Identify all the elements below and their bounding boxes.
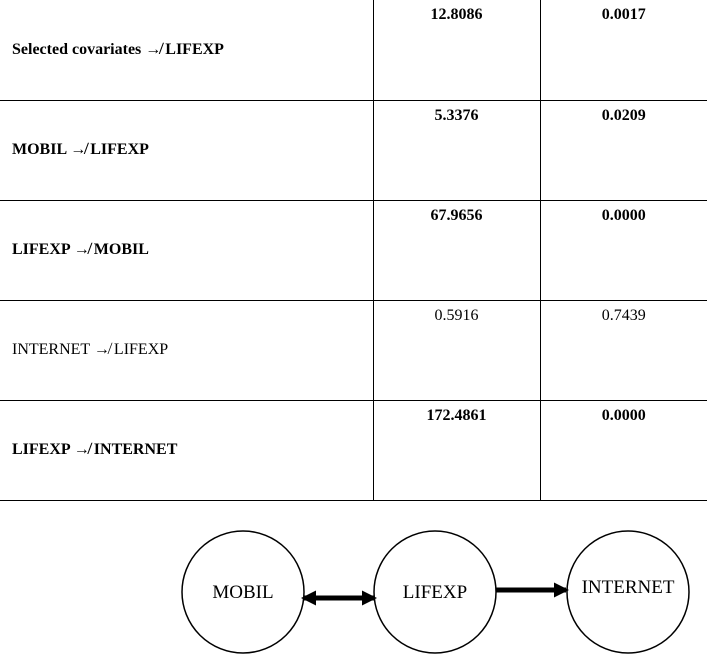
statistic-cell: 0.5916: [373, 300, 540, 400]
table-row: [0, 200, 707, 300]
internet-node-label: INTERNET: [581, 577, 675, 598]
table-row: [0, 400, 707, 500]
table-row: [0, 0, 707, 100]
hypothesis-cell: INTERNET ↛ LIFEXP: [0, 300, 373, 400]
p-value-cell: 0.0209: [540, 100, 707, 200]
p-value-cell: 0.0000: [540, 200, 707, 300]
table-row: [0, 100, 707, 200]
p-value-cell: 0.7439: [540, 300, 707, 400]
p-value-cell: 0.0017: [540, 0, 707, 100]
p-value-cell: 0.0000: [540, 400, 707, 500]
statistic-cell: 172.4861: [373, 400, 540, 500]
hypothesis-cell: LIFEXP ↛ INTERNET: [0, 400, 373, 500]
causality-diagram: [0, 507, 708, 656]
hypothesis-cell: Selected covariates ↛ LIFEXP: [0, 0, 373, 100]
hypothesis-cell: LIFEXP ↛ MOBIL: [0, 200, 373, 300]
statistic-cell: 67.9656: [373, 200, 540, 300]
statistic-cell: 12.8086: [373, 0, 540, 100]
table-row: [0, 300, 707, 400]
statistic-cell: 5.3376: [373, 100, 540, 200]
mobil-node-label: MOBIL: [212, 582, 274, 603]
lifexp-node-label: LIFEXP: [402, 582, 468, 603]
hypothesis-cell: MOBIL ↛ LIFEXP: [0, 100, 373, 200]
causality-diagram-svg: [0, 507, 708, 656]
